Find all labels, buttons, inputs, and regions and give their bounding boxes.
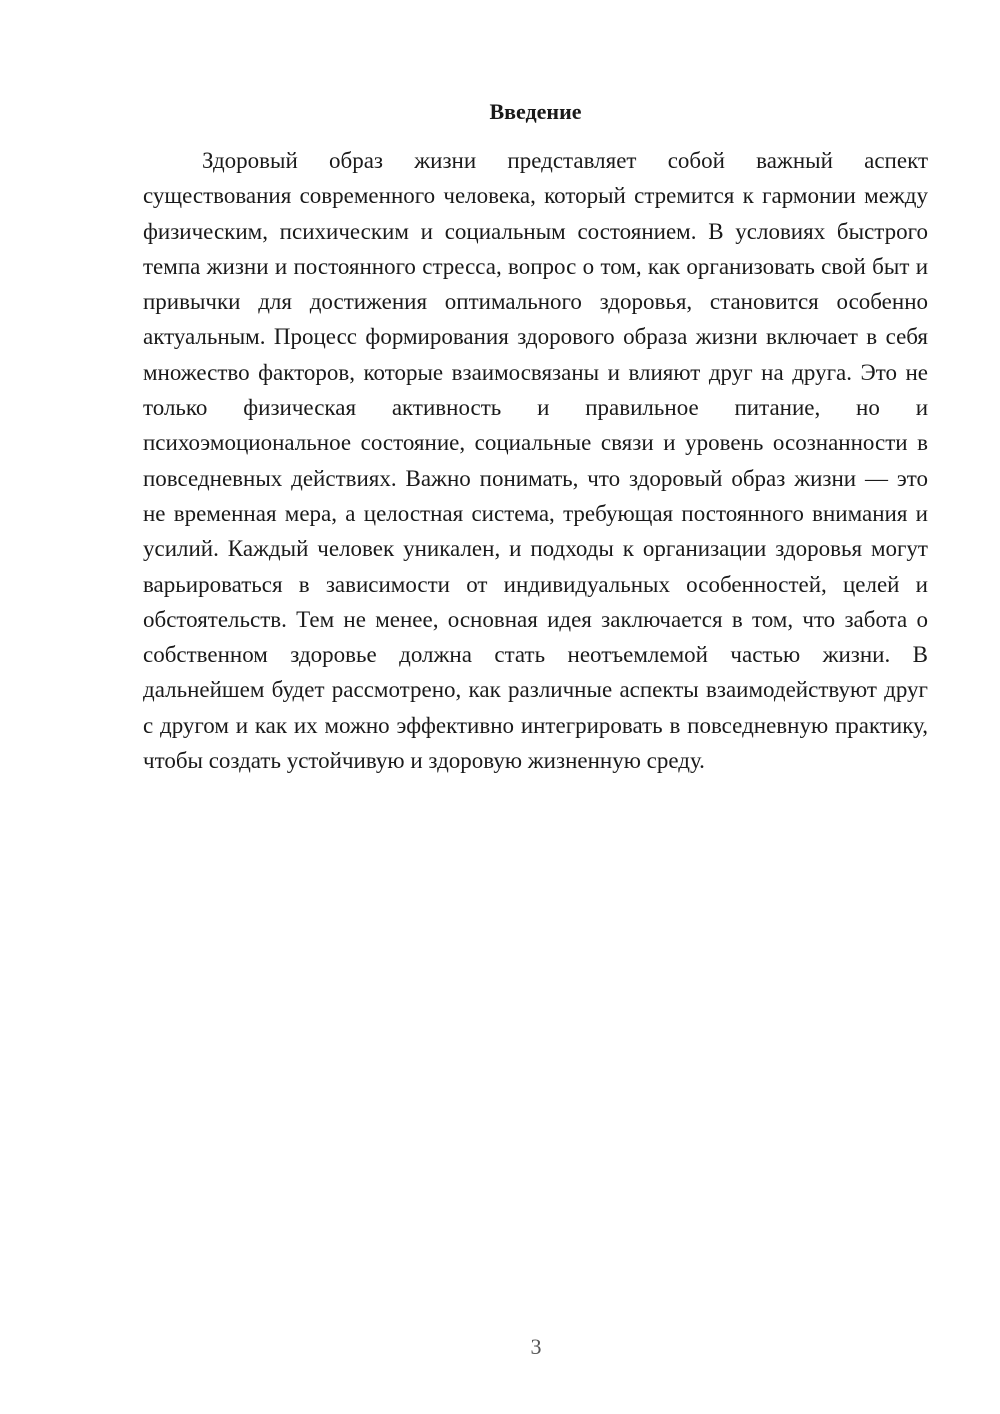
section-heading: Введение [489, 99, 582, 124]
body-paragraph: Здоровый образ жизни представляет собой важный аспект существования современного человека, который стремится к гармонии между физическим, психическим и социальным состоянием. В условиях быстрого темпа жизни и постоянного стресса, вопрос о том, как организовать свой быт и привычки для достижения оптимального здоровья, становится особенно актуальным. Процесс формирования здорового образа жизни включает в себя множество факторов, которые взаимосвязаны и влияют друг на друга. Это не только физическая активность и правильное питание, но и психоэмоциональное состояние, социальные связи и уровень осознанности в повседневных действиях. Важно понимать, что здоровый образ жизни — это не временная мера, а целостная система, требующая постоянного внимания и усилий. Каждый человек уникален, и подходы к организации здоровья могут варьироваться в зависимости от индивидуальных особенностей, целей и обстоятельств. Тем не менее, основная идея заключается в том, что забота о собственном здоровье должна стать неотъемлемой частью жизни. В дальнейшем будет рассмотрено, как различные аспекты взаимодействуют друг с другом и как их можно эффективно интегрировать в повседневную практику, чтобы создать устойчивую и здоровую жизненную среду. [143, 148, 928, 774]
page-number: 3 [530, 1334, 542, 1359]
